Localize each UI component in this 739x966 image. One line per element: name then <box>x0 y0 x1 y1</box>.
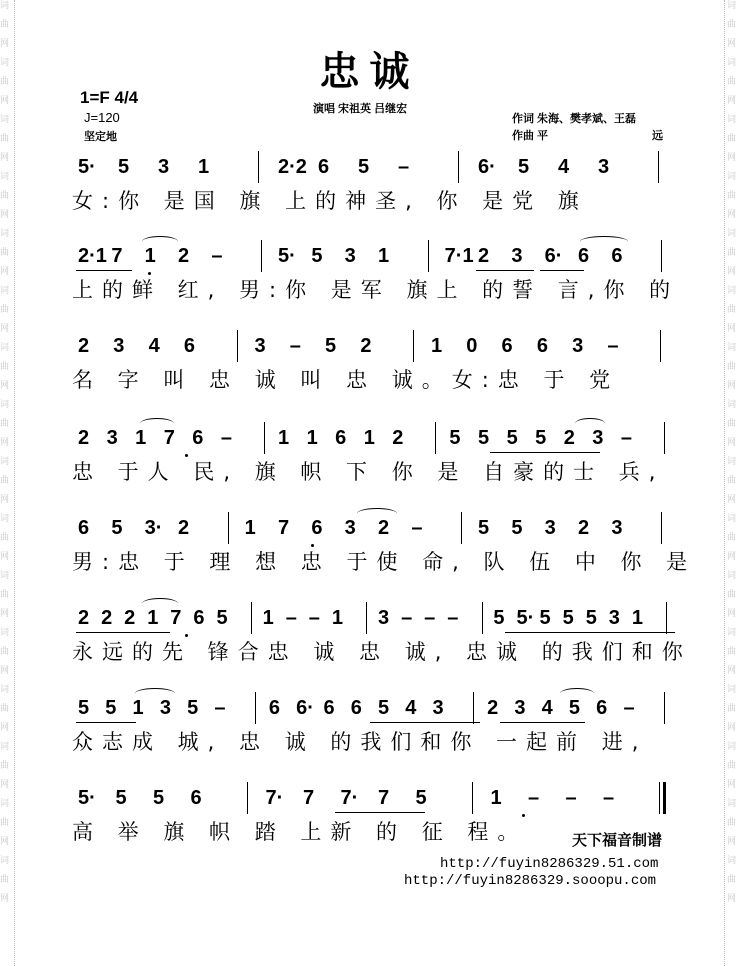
note: 3 <box>611 517 623 539</box>
left-margin-line <box>14 0 16 966</box>
watermark-glyph: 网 <box>727 552 737 562</box>
note: 7· <box>265 787 284 809</box>
watermark-glyph: 曲 <box>0 818 10 828</box>
note: 6 <box>311 517 323 539</box>
note: 6 <box>501 335 513 357</box>
watermark-glyph: 网 <box>727 267 737 277</box>
watermark-glyph: 词 <box>0 742 10 752</box>
singers-credit: 演唱 宋祖英 吕继宏 <box>313 103 408 115</box>
watermark-glyph: 词 <box>727 457 737 467</box>
note: 5 <box>325 335 337 357</box>
notation-line <box>72 155 682 179</box>
watermark-glyph: 曲 <box>0 362 10 372</box>
note: 1 <box>331 607 343 629</box>
note: 2 <box>178 245 190 267</box>
note: 6 <box>190 787 202 809</box>
watermark-glyph: 词 <box>0 628 10 638</box>
note: 6 <box>193 607 205 629</box>
watermark-glyph: 网 <box>0 210 10 220</box>
note: 6· <box>478 156 496 178</box>
note: 7 <box>378 787 390 809</box>
tempo-mark: J=120 <box>84 110 120 125</box>
note: 2·1 <box>78 245 107 267</box>
note: 5· <box>516 607 535 629</box>
watermark-glyph: 词 <box>727 172 737 182</box>
watermark-glyph: 网 <box>727 495 737 505</box>
beam-underline <box>76 722 136 723</box>
composer-credit: 作曲 平 <box>512 130 549 142</box>
beam-underline <box>76 632 170 633</box>
note: – <box>289 335 301 357</box>
watermark-glyph: 曲 <box>0 248 10 258</box>
url-line-1[interactable]: http://fuyin8286329.51.com <box>440 856 659 872</box>
note: 5 <box>539 607 551 629</box>
note: 3 <box>608 607 620 629</box>
key-signature: 1=F 4/4 <box>80 88 139 107</box>
note: 3 <box>572 335 584 357</box>
note: 2 <box>78 427 90 449</box>
note: 1 <box>262 607 274 629</box>
watermark-glyph: 网 <box>0 153 10 163</box>
lyric-line: 永远的先 锋合忠 诚 忠 诚, 忠诚 的我们和你 <box>72 640 692 664</box>
watermark-glyph: 词 <box>727 514 737 524</box>
beam-underline <box>505 632 675 633</box>
note: 2 <box>478 245 490 267</box>
note: – <box>620 427 632 449</box>
watermark-glyph: 曲 <box>727 134 737 144</box>
note: 1 <box>198 156 210 178</box>
note: – <box>214 697 226 719</box>
note: 5 <box>358 156 370 178</box>
note: 5 <box>585 607 597 629</box>
note: – <box>603 787 615 809</box>
watermark-glyph: 词 <box>0 1 10 11</box>
note: 5 <box>568 697 581 719</box>
url-line-2[interactable]: http://fuyin8286329.sooopu.com <box>404 873 657 889</box>
note: 1 <box>378 245 390 267</box>
note: 5· <box>78 156 96 178</box>
note: – <box>401 607 413 629</box>
watermark-glyph: 曲 <box>727 20 737 30</box>
note: 3 <box>592 427 604 449</box>
note: 7 <box>163 427 175 449</box>
watermark-glyph: 网 <box>0 723 10 733</box>
watermark-glyph: 词 <box>0 58 10 68</box>
watermark-glyph: 曲 <box>0 875 10 885</box>
notation-line <box>72 334 682 358</box>
watermark-glyph: 曲 <box>727 647 737 657</box>
beam-underline <box>490 452 600 453</box>
note: 5 <box>311 245 323 267</box>
watermark-glyph: 曲 <box>0 20 10 30</box>
slur-mark <box>357 508 397 519</box>
watermark-glyph: 曲 <box>727 476 737 486</box>
watermark-glyph: 词 <box>727 571 737 581</box>
note: 1 <box>631 607 643 629</box>
watermark-glyph: 曲 <box>727 590 737 600</box>
watermark-glyph: 词 <box>0 286 10 296</box>
note: 1 <box>306 427 318 449</box>
watermark-glyph: 词 <box>727 856 737 866</box>
octave-dot <box>522 814 525 817</box>
note: 1 <box>135 427 147 449</box>
note: 5 <box>478 427 490 449</box>
note: – <box>211 245 223 267</box>
watermark-glyph: 曲 <box>0 419 10 429</box>
lyric-line: 众志成 城, 忠 诚 的我们和你 一起前 进, <box>72 730 648 754</box>
watermark-glyph: 曲 <box>727 305 737 315</box>
note: 4 <box>558 156 570 178</box>
watermark-glyph: 曲 <box>727 761 737 771</box>
watermark-glyph: 曲 <box>727 818 737 828</box>
note: 2 <box>124 607 136 629</box>
note: 6 <box>183 335 195 357</box>
note: 3 <box>544 517 556 539</box>
note: 1 <box>132 697 144 719</box>
note: – <box>607 335 619 357</box>
octave-dot <box>185 454 188 457</box>
watermark-glyph: 曲 <box>0 704 10 714</box>
note: 2 <box>378 517 390 539</box>
note: 6 <box>268 697 281 719</box>
note: 2 <box>78 335 90 357</box>
note: 2 <box>101 607 113 629</box>
watermark-glyph: 网 <box>0 894 10 904</box>
note: 7 <box>303 787 315 809</box>
note: 7 <box>278 517 290 539</box>
watermark-glyph: 曲 <box>727 875 737 885</box>
watermark-glyph: 曲 <box>727 533 737 543</box>
note: 2 <box>178 517 190 539</box>
note: 5 <box>378 697 390 719</box>
note: 1 <box>430 335 443 357</box>
watermark-glyph: 网 <box>0 495 10 505</box>
expression-mark: 坚定地 <box>84 131 117 143</box>
watermark-glyph: 网 <box>0 438 10 448</box>
note: – <box>308 607 320 629</box>
note: 5 <box>111 517 123 539</box>
watermark-glyph: 网 <box>727 381 737 391</box>
note: 3 <box>378 607 390 629</box>
note: – <box>565 787 577 809</box>
watermark-glyph: 词 <box>0 856 10 866</box>
watermark-glyph: 网 <box>0 837 10 847</box>
note: – <box>398 156 410 178</box>
note: 3 <box>344 245 356 267</box>
composer-name: 远 <box>652 130 663 142</box>
note: 5 <box>153 787 165 809</box>
watermark-glyph: 曲 <box>0 590 10 600</box>
watermark-glyph: 网 <box>727 609 737 619</box>
watermark-glyph: 曲 <box>727 191 737 201</box>
left-watermark-column <box>0 0 12 912</box>
notation-line <box>72 426 682 450</box>
notation-line <box>72 786 682 810</box>
note: 5 <box>506 427 518 449</box>
note: 5 <box>518 156 530 178</box>
watermark-glyph: 网 <box>0 381 10 391</box>
watermark-glyph: 网 <box>727 894 737 904</box>
watermark-glyph: 词 <box>0 685 10 695</box>
note: 5 <box>216 607 228 629</box>
notation-line <box>72 606 682 630</box>
note: 5 <box>478 517 490 539</box>
slur-mark <box>560 688 594 699</box>
watermark-glyph: 曲 <box>0 761 10 771</box>
publisher-brand: 天下福音制谱 <box>572 832 663 849</box>
watermark-glyph: 词 <box>0 457 10 467</box>
note: 5 <box>115 787 127 809</box>
note: 6 <box>78 517 90 539</box>
note: – <box>285 607 297 629</box>
watermark-glyph: 词 <box>0 571 10 581</box>
note: 6 <box>596 697 608 719</box>
lyricist-credit: 作词 朱海、樊孝斌、王磊 <box>512 113 637 125</box>
watermark-glyph: 词 <box>0 514 10 524</box>
slur-mark <box>140 418 174 429</box>
note: 3· <box>144 517 163 539</box>
note: – <box>424 607 436 629</box>
beam-underline <box>476 270 534 271</box>
note: 2·2 <box>278 156 307 178</box>
watermark-glyph: 网 <box>0 666 10 676</box>
watermark-glyph: 网 <box>0 324 10 334</box>
note: 6 <box>318 156 330 178</box>
watermark-glyph: 词 <box>727 343 737 353</box>
note: 3 <box>158 156 170 178</box>
note: 5 <box>415 787 427 809</box>
watermark-glyph: 网 <box>727 666 737 676</box>
notation-line <box>72 244 682 268</box>
note: – <box>220 427 232 449</box>
watermark-glyph: 曲 <box>0 647 10 657</box>
note: 2 <box>578 517 590 539</box>
note: 1 <box>144 245 156 267</box>
watermark-glyph: 曲 <box>0 305 10 315</box>
watermark-glyph: 曲 <box>727 248 737 258</box>
note: 7 <box>170 607 182 629</box>
note: 6 <box>536 335 548 357</box>
lyric-line: 高 举 旗 帜 踏 上新 的 征 程。 <box>72 820 528 844</box>
note: 5· <box>278 245 296 267</box>
slur-mark <box>580 236 628 247</box>
note: 5 <box>562 607 574 629</box>
watermark-glyph: 曲 <box>727 704 737 714</box>
watermark-glyph: 词 <box>0 343 10 353</box>
slur-mark <box>575 418 605 429</box>
note: 5 <box>105 697 117 719</box>
beam-underline <box>500 722 585 723</box>
watermark-glyph: 网 <box>727 96 737 106</box>
note: – <box>447 607 459 629</box>
watermark-glyph: 曲 <box>0 134 10 144</box>
watermark-glyph: 网 <box>0 552 10 562</box>
note: – <box>411 517 423 539</box>
beam-underline <box>76 270 132 271</box>
notation-line <box>72 696 682 720</box>
note: 3 <box>344 517 356 539</box>
watermark-glyph: 网 <box>727 438 737 448</box>
lyric-line: 上的鲜 红, 男:你 是军 旗上 的誓 言,你 的 <box>72 278 680 302</box>
lyric-line: 男:忠 于 理 想 忠 于使 命, 队 伍 中 你 是 <box>72 550 697 574</box>
watermark-glyph: 曲 <box>727 77 737 87</box>
watermark-glyph: 词 <box>727 400 737 410</box>
watermark-glyph: 词 <box>0 229 10 239</box>
watermark-glyph: 词 <box>727 286 737 296</box>
lyric-line: 女:你 是国 旗 上的神圣, 你 是党 旗 <box>72 189 588 213</box>
watermark-glyph: 曲 <box>0 77 10 87</box>
note: 7·1 <box>444 245 474 267</box>
note: 6 <box>335 427 347 449</box>
watermark-glyph: 网 <box>0 39 10 49</box>
note: 2 <box>487 697 499 719</box>
right-margin-line <box>724 0 726 966</box>
note: 3 <box>598 156 610 178</box>
octave-dot <box>148 272 151 275</box>
beam-underline <box>540 270 584 271</box>
watermark-glyph: 网 <box>0 609 10 619</box>
note: 1 <box>244 517 256 539</box>
note: 6 <box>350 697 362 719</box>
watermark-glyph: 曲 <box>727 419 737 429</box>
octave-dot <box>311 544 314 547</box>
watermark-glyph: 词 <box>727 229 737 239</box>
lyric-line: 名 字 叫 忠 诚 叫 忠 诚。女:忠 于 党 <box>72 368 620 392</box>
watermark-glyph: 词 <box>727 1 737 11</box>
note: 5 <box>78 697 90 719</box>
note: 2 <box>78 607 90 629</box>
note: 6 <box>578 245 590 267</box>
note: 5 <box>187 697 199 719</box>
note: 3 <box>511 245 523 267</box>
watermark-glyph: 网 <box>727 153 737 163</box>
note: 6 <box>611 245 623 267</box>
note: 3 <box>106 427 118 449</box>
watermark-glyph: 词 <box>727 115 737 125</box>
note: 5 <box>493 607 505 629</box>
note: 1 <box>147 607 159 629</box>
watermark-glyph: 词 <box>0 172 10 182</box>
slur-mark <box>135 688 175 699</box>
note: 3 <box>159 697 171 719</box>
note: – <box>528 787 540 809</box>
watermark-glyph: 网 <box>0 267 10 277</box>
octave-dot <box>185 634 188 637</box>
note: 5· <box>78 787 96 809</box>
watermark-glyph: 曲 <box>0 476 10 486</box>
note: 5 <box>449 427 461 449</box>
lyric-line: 忠 于人 民, 旗 帜 下 你 是 自豪的士 兵, <box>72 460 665 484</box>
note: 6 <box>323 697 335 719</box>
watermark-glyph: 词 <box>727 628 737 638</box>
note: 3 <box>514 697 526 719</box>
note: 2 <box>563 427 575 449</box>
watermark-glyph: 曲 <box>0 533 10 543</box>
watermark-glyph: 词 <box>727 58 737 68</box>
beam-underline <box>335 812 425 813</box>
watermark-glyph: 曲 <box>0 191 10 201</box>
note: 6· <box>296 697 314 719</box>
watermark-glyph: 词 <box>0 799 10 809</box>
watermark-glyph: 网 <box>727 837 737 847</box>
watermark-glyph: 网 <box>727 780 737 790</box>
note: 4 <box>405 697 417 719</box>
note: 7· <box>340 787 359 809</box>
note: 0 <box>466 335 478 357</box>
note: 2 <box>392 427 404 449</box>
watermark-glyph: 曲 <box>727 362 737 372</box>
note: 5 <box>118 156 130 178</box>
note: 1 <box>490 787 502 809</box>
note: 1 <box>278 427 290 449</box>
watermark-glyph: 网 <box>727 723 737 733</box>
watermark-glyph: 词 <box>0 400 10 410</box>
note: 3 <box>432 697 444 719</box>
note: 2 <box>360 335 372 357</box>
watermark-glyph: 网 <box>727 210 737 220</box>
watermark-glyph: 词 <box>727 742 737 752</box>
note: 3 <box>113 335 125 357</box>
note: – <box>623 697 635 719</box>
watermark-glyph: 网 <box>727 324 737 334</box>
watermark-glyph: 网 <box>727 39 737 49</box>
note: 4 <box>541 697 553 719</box>
right-watermark-column <box>727 0 739 912</box>
watermark-glyph: 词 <box>727 799 737 809</box>
beam-underline <box>370 722 480 723</box>
note: 7 <box>111 245 123 267</box>
watermark-glyph: 词 <box>727 685 737 695</box>
slur-mark <box>142 598 178 609</box>
watermark-glyph: 网 <box>0 780 10 790</box>
note: 5 <box>535 427 547 449</box>
notation-line <box>72 516 682 540</box>
song-title: 忠诚 <box>319 49 420 95</box>
note: 1 <box>363 427 375 449</box>
watermark-glyph: 网 <box>0 96 10 106</box>
note: 3 <box>254 335 266 357</box>
note: 4 <box>148 335 160 357</box>
slur-mark <box>142 236 178 247</box>
note: 6 <box>192 427 204 449</box>
note: 5 <box>511 517 523 539</box>
note: 6· <box>544 245 563 267</box>
watermark-glyph: 词 <box>0 115 10 125</box>
